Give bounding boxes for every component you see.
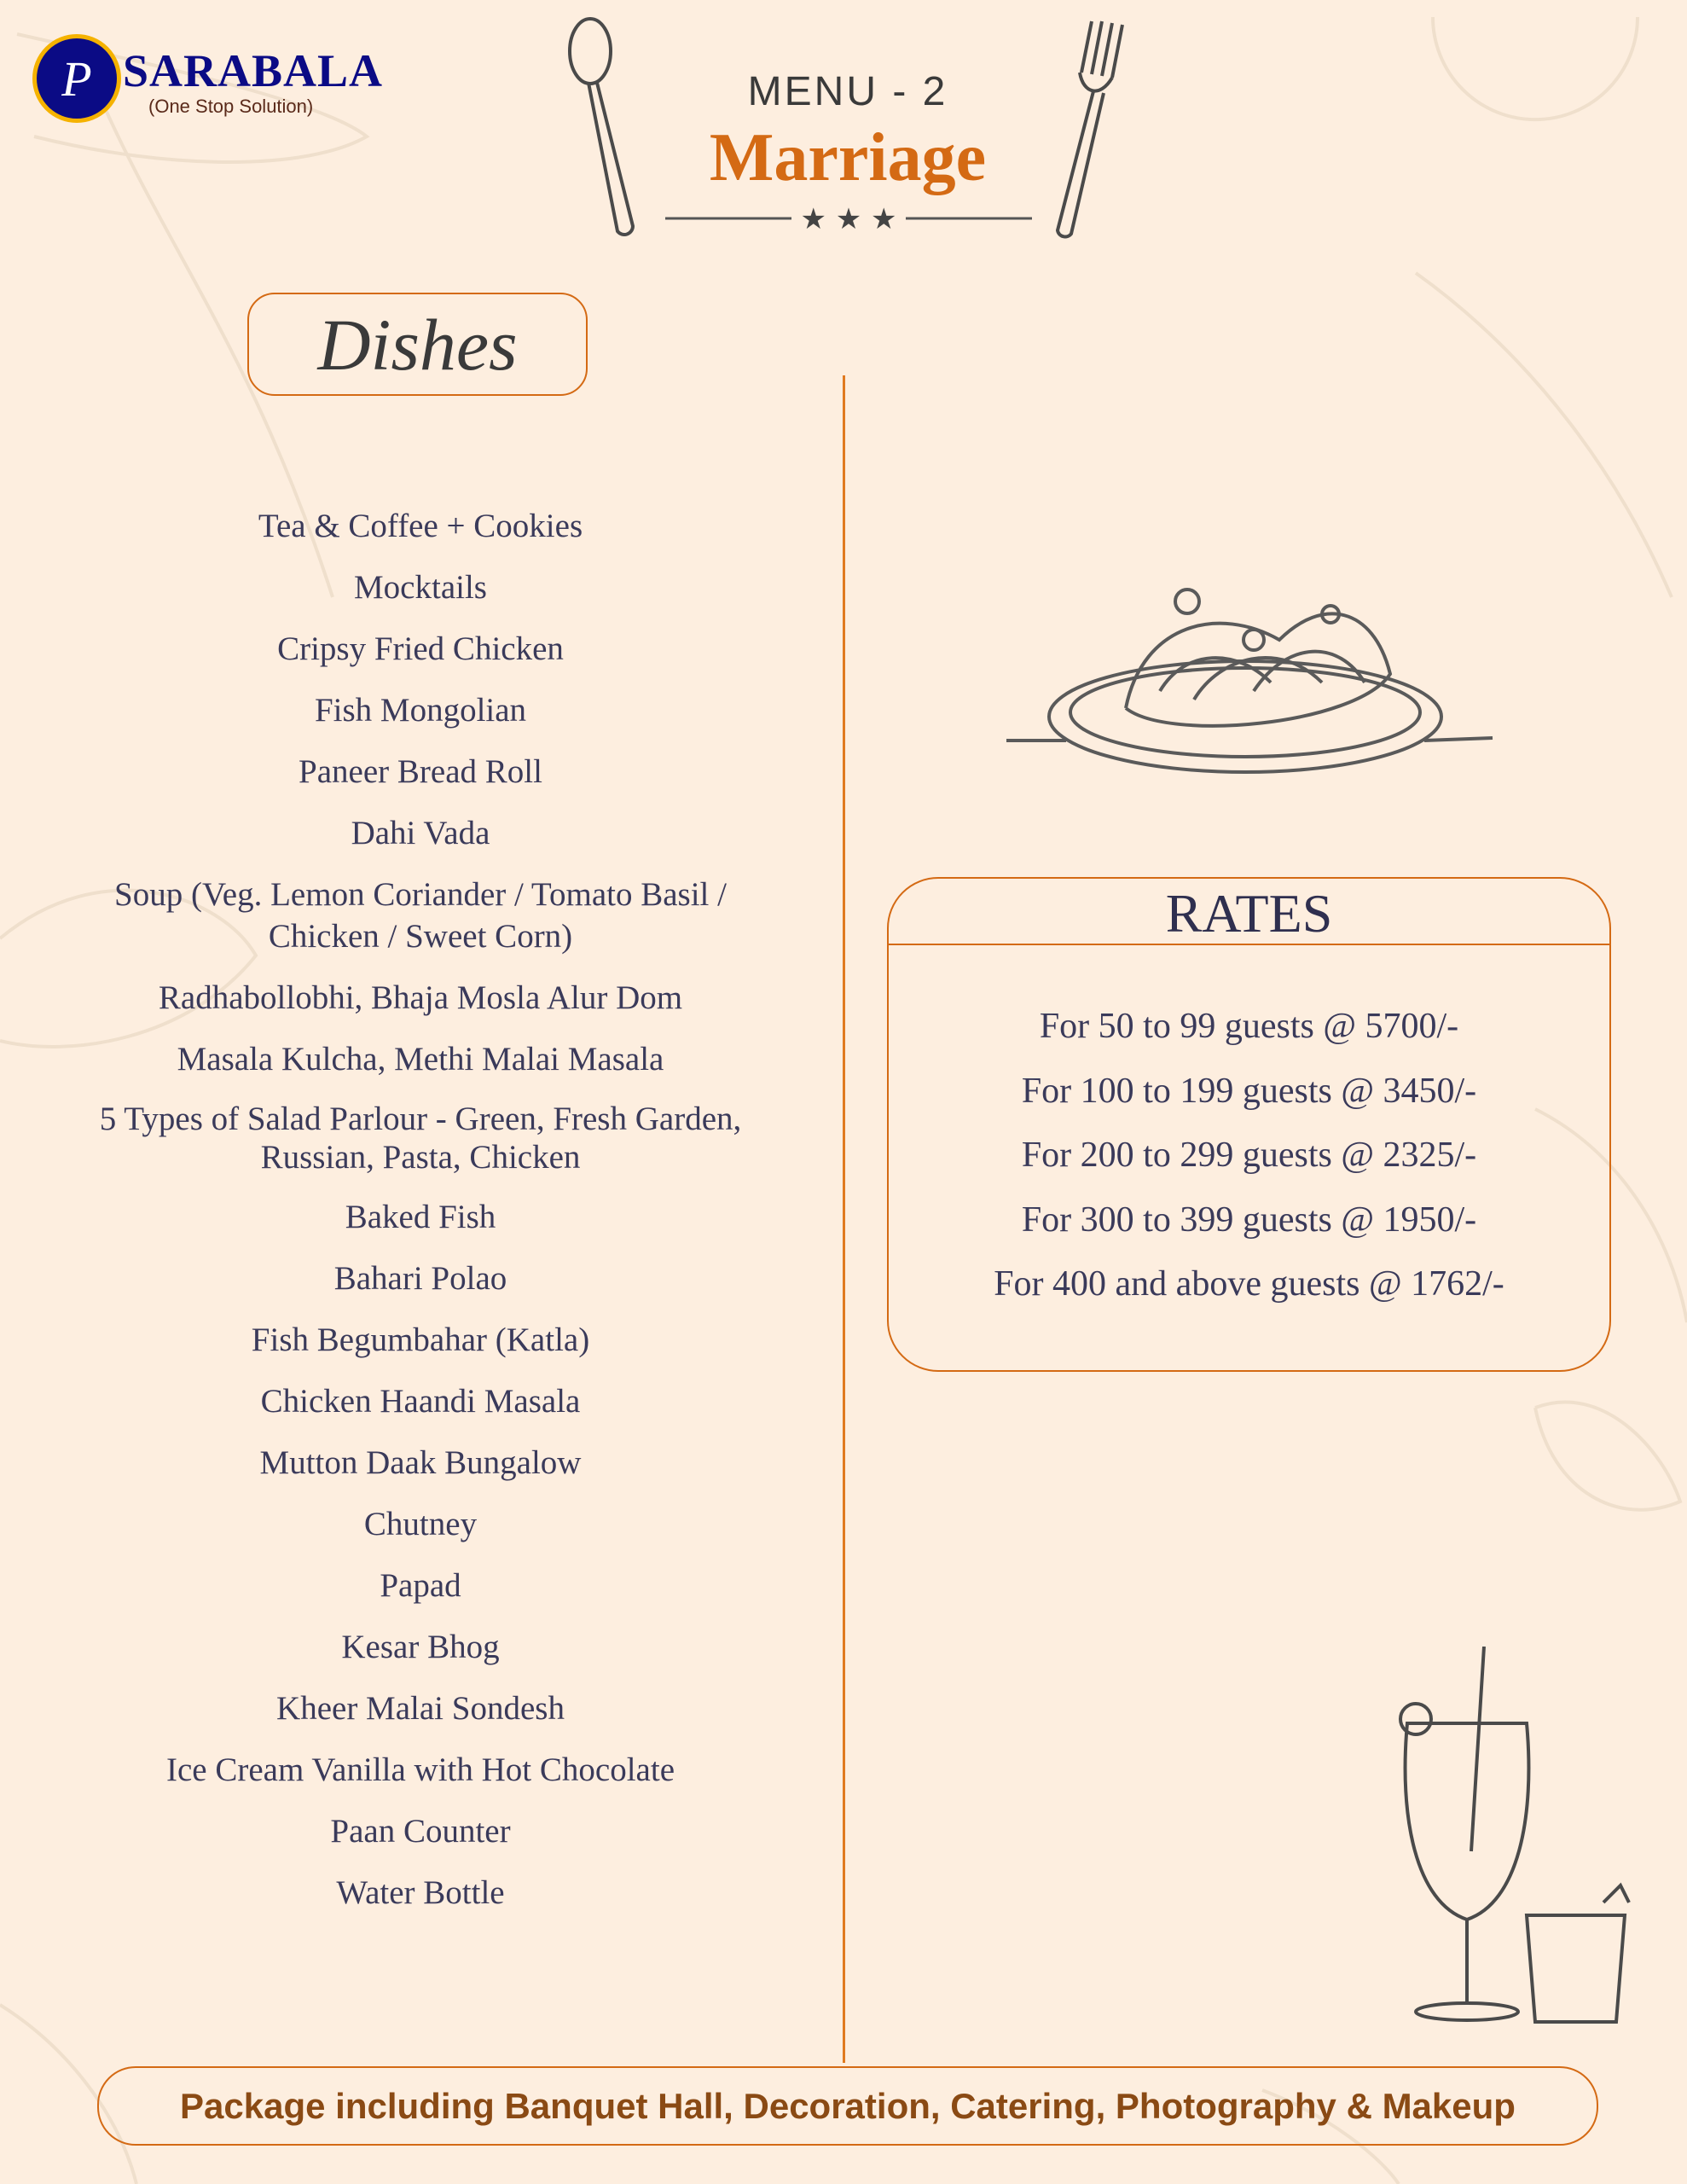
dish-item: Bahari Polao [333, 1260, 507, 1297]
star-icon: ★ ★ ★ [800, 202, 897, 235]
pasta-plate-illustration [998, 555, 1501, 793]
dish-item: Fish Mongolian [314, 692, 527, 729]
brand-name: SARABALA [123, 45, 384, 96]
dish-item: Tea & Coffee + Cookies [258, 508, 583, 544]
rate-item: For 100 to 199 guests @ 3450/- [1021, 1071, 1477, 1111]
dish-item: Water Bottle [336, 1874, 505, 1911]
dish-item: Mutton Daak Bungalow [259, 1444, 582, 1481]
rate-item: For 300 to 399 guests @ 1950/- [1021, 1199, 1477, 1240]
dishes-heading-box [247, 293, 588, 396]
rates-list [889, 995, 1609, 1317]
rate-item: For 400 and above guests @ 1762/- [994, 1264, 1504, 1304]
dish-item: Mocktails [354, 569, 487, 606]
dish-item: Radhabollobhi, Bhaja Mosla Alur Dom [158, 979, 683, 1016]
dish-item: Papad [380, 1567, 461, 1604]
dish-item: Chicken Haandi Masala [260, 1383, 581, 1420]
dish-item: Paneer Bread Roll [299, 753, 542, 790]
dish-item: Dahi Vada [351, 815, 490, 851]
rates-title: RATES [1165, 883, 1333, 944]
dish-item: Cripsy Fried Chicken [277, 630, 564, 667]
dish-item: Masala Kulcha, Methi Malai Masala [177, 1041, 664, 1077]
dish-item: Fish Begumbahar (Katla) [251, 1321, 590, 1358]
dish-item: Baked Fish [345, 1199, 496, 1235]
dish-item: Kheer Malai Sondesh [276, 1690, 565, 1727]
package-text: Package including Banquet Hall, Decoration, Catering, Photography & Makeup [180, 2085, 1516, 2126]
column-divider [843, 375, 845, 2063]
dish-item: Chutney [363, 1506, 478, 1542]
menu-number: MENU - 2 [747, 69, 948, 114]
rate-item: For 50 to 99 guests @ 5700/- [1039, 1007, 1459, 1046]
logo-initial: P [61, 50, 92, 107]
dish-item: Soup (Veg. Lemon Coriander / Tomato Basil / Chicken / Sweet Corn) [114, 876, 727, 955]
rates-box [887, 877, 1611, 1372]
dish-item: Kesar Bhog [341, 1629, 500, 1665]
dish-list [67, 505, 774, 1914]
rate-item: For 200 to 299 guests @ 2325/- [1021, 1136, 1477, 1175]
dish-item: Paan Counter [330, 1813, 511, 1850]
dishes-title: Dishes [317, 303, 518, 386]
drinks-illustration [1390, 1647, 1646, 2039]
dish-item: Ice Cream Vanilla with Hot Chocolate [165, 1751, 675, 1788]
dish-item: 5 Types of Salad Parlour - Green, Fresh Garden, Russian, Pasta, Chicken [99, 1101, 742, 1176]
event-title: Marriage [709, 120, 987, 195]
rates-divider [889, 944, 1609, 945]
package-banner [97, 2066, 1598, 2146]
star-divider [665, 201, 1032, 235]
brand-tagline: (One Stop Solution) [148, 96, 314, 117]
